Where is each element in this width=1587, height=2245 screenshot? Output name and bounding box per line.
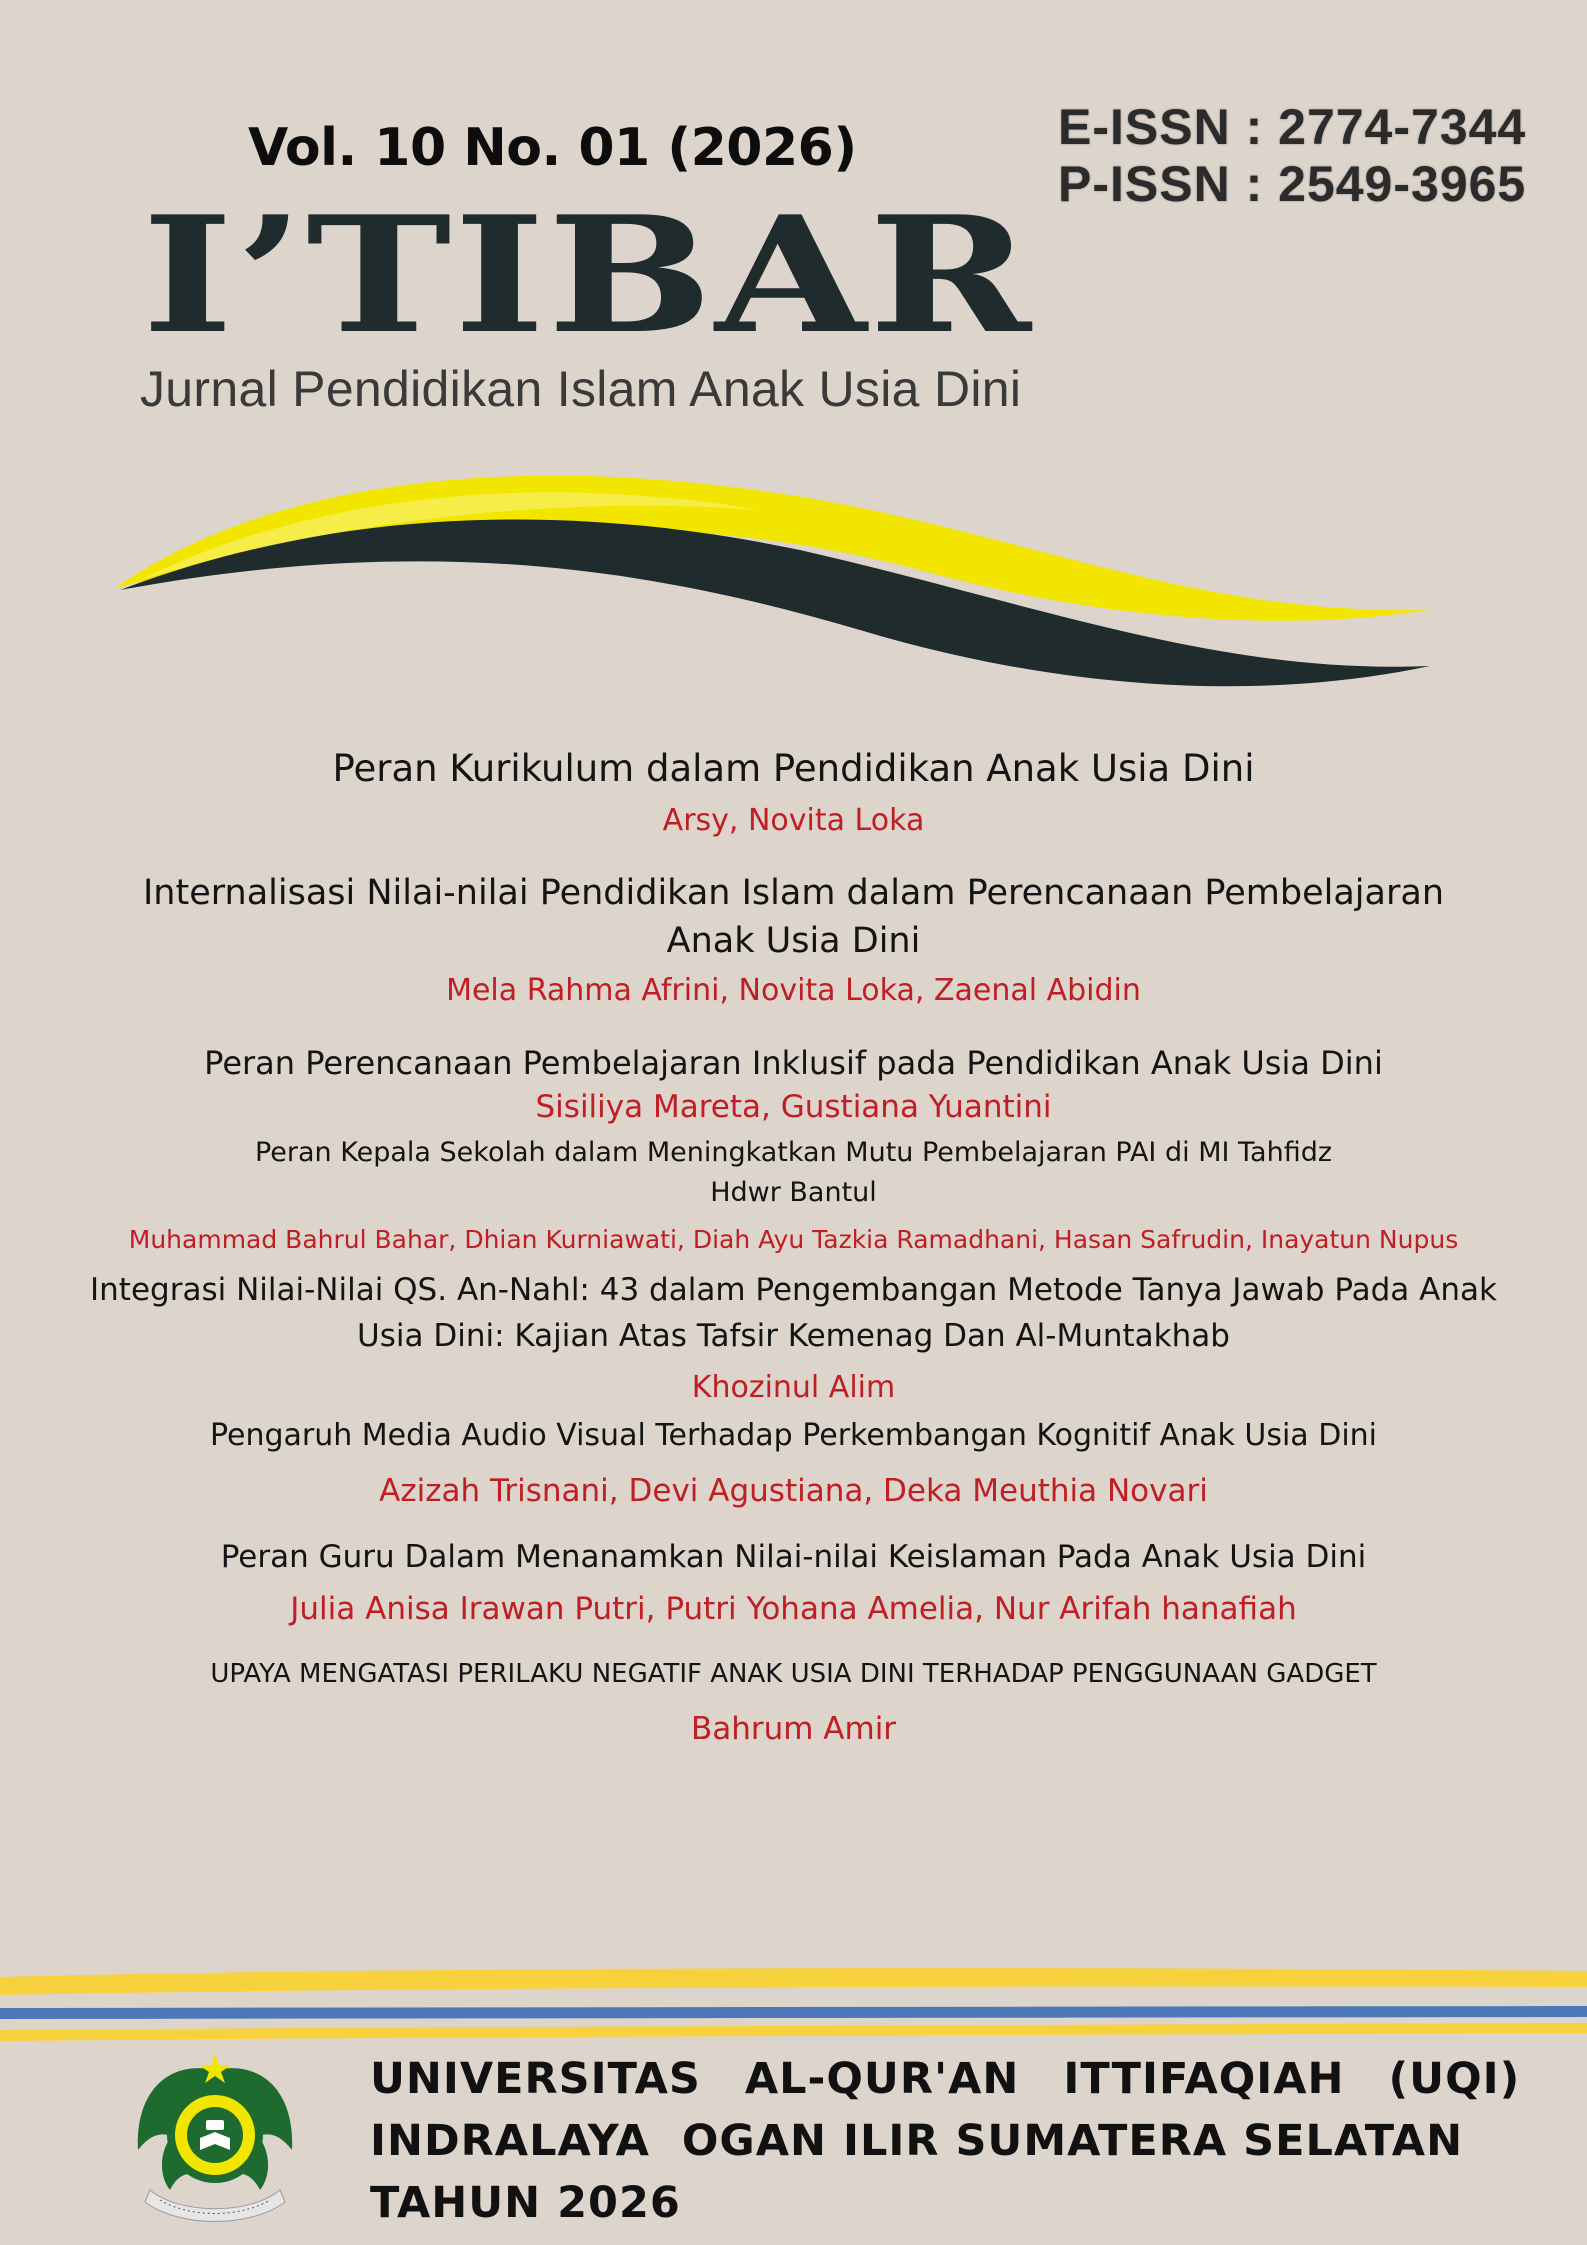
- article-authors: Khozinul Alim: [691, 1370, 896, 1405]
- article-title[interactable]: Peran Kepala Sekolah dalam Meningkatkan Mutu Pembelajaran PAI di MI Tahfidz: [254, 1137, 1333, 1168]
- article-authors: Muhammad Bahrul Bahar, Dhian Kurniawati, Diah Ayu Tazkia Ramadhani, Hasan Safrudin, Inayatun Nupus: [128, 1225, 1459, 1254]
- article-authors: Azizah Trisnani, Devi Agustiana, Deka Meuthia Novari: [379, 1473, 1208, 1509]
- article-authors: Sisiliya Mareta, Gustiana Yuantini: [535, 1089, 1052, 1125]
- university-line-2: INDRALAYA OGAN ILIR SUMATERA SELATAN: [370, 2116, 1464, 2166]
- university-line-3: TAHUN 2026: [370, 2178, 681, 2228]
- table-of-contents: [60, 745, 1527, 1751]
- article-authors: Julia Anisa Irawan Putri, Putri Yohana Amelia, Nur Arifah hanafiah: [290, 1591, 1297, 1627]
- journal-title: I’TIBAR: [142, 181, 1034, 369]
- article-title[interactable]: Peran Perencanaan Pembelajaran Inklusif pada Pendidikan Anak Usia Dini: [204, 1044, 1383, 1082]
- article-title[interactable]: UPAYA MENGATASI PERILAKU NEGATIF ANAK USIA DINI TERHADAP PENGGUNAAN GADGET: [210, 1659, 1377, 1689]
- article-title-line2[interactable]: Usia Dini: Kajian Atas Tafsir Kemenag Dan Al-Muntakhab: [357, 1318, 1230, 1354]
- article-authors: Arsy, Novita Loka: [662, 803, 925, 838]
- volume-label: Vol. 10 No. 01 (2026): [248, 118, 857, 178]
- article-title[interactable]: Pengaruh Media Audio Visual Terhadap Perkembangan Kognitif Anak Usia Dini: [209, 1418, 1378, 1453]
- e-issn-label: E-ISSN : 2774-7344: [1058, 99, 1527, 155]
- swoosh-decoration: [0, 440, 1587, 700]
- article-title[interactable]: Internalisasi Nilai-nilai Pendidikan Islam dalam Perencanaan Pembelajaran: [142, 873, 1444, 913]
- article-title[interactable]: Integrasi Nilai-Nilai QS. An-Nahl: 43 dalam Pengembangan Metode Tanya Jawab Pada Anak: [90, 1272, 1497, 1308]
- university-emblem: [130, 2040, 300, 2230]
- article-authors: Bahrum Amir: [690, 1711, 897, 1747]
- university-name: [370, 2048, 1520, 2234]
- article-title-line2[interactable]: Anak Usia Dini: [666, 921, 921, 961]
- article-title[interactable]: Peran Kurikulum dalam Pendidikan Anak Usia Dini: [332, 747, 1255, 790]
- university-line-1: UNIVERSITAS AL-QUR'AN ITTIFAQIAH (UQI): [370, 2054, 1521, 2104]
- article-authors: Mela Rahma Afrini, Novita Loka, Zaenal Abidin: [446, 973, 1141, 1008]
- p-issn-label: P-ISSN : 2549-3965: [1058, 156, 1527, 212]
- article-title-line2[interactable]: Hdwr Bantul: [710, 1177, 877, 1208]
- journal-subtitle: Jurnal Pendidikan Islam Anak Usia Dini: [140, 361, 1022, 417]
- article-title[interactable]: Peran Guru Dalam Menanamkan Nilai-nilai Keislaman Pada Anak Usia Dini: [220, 1539, 1367, 1575]
